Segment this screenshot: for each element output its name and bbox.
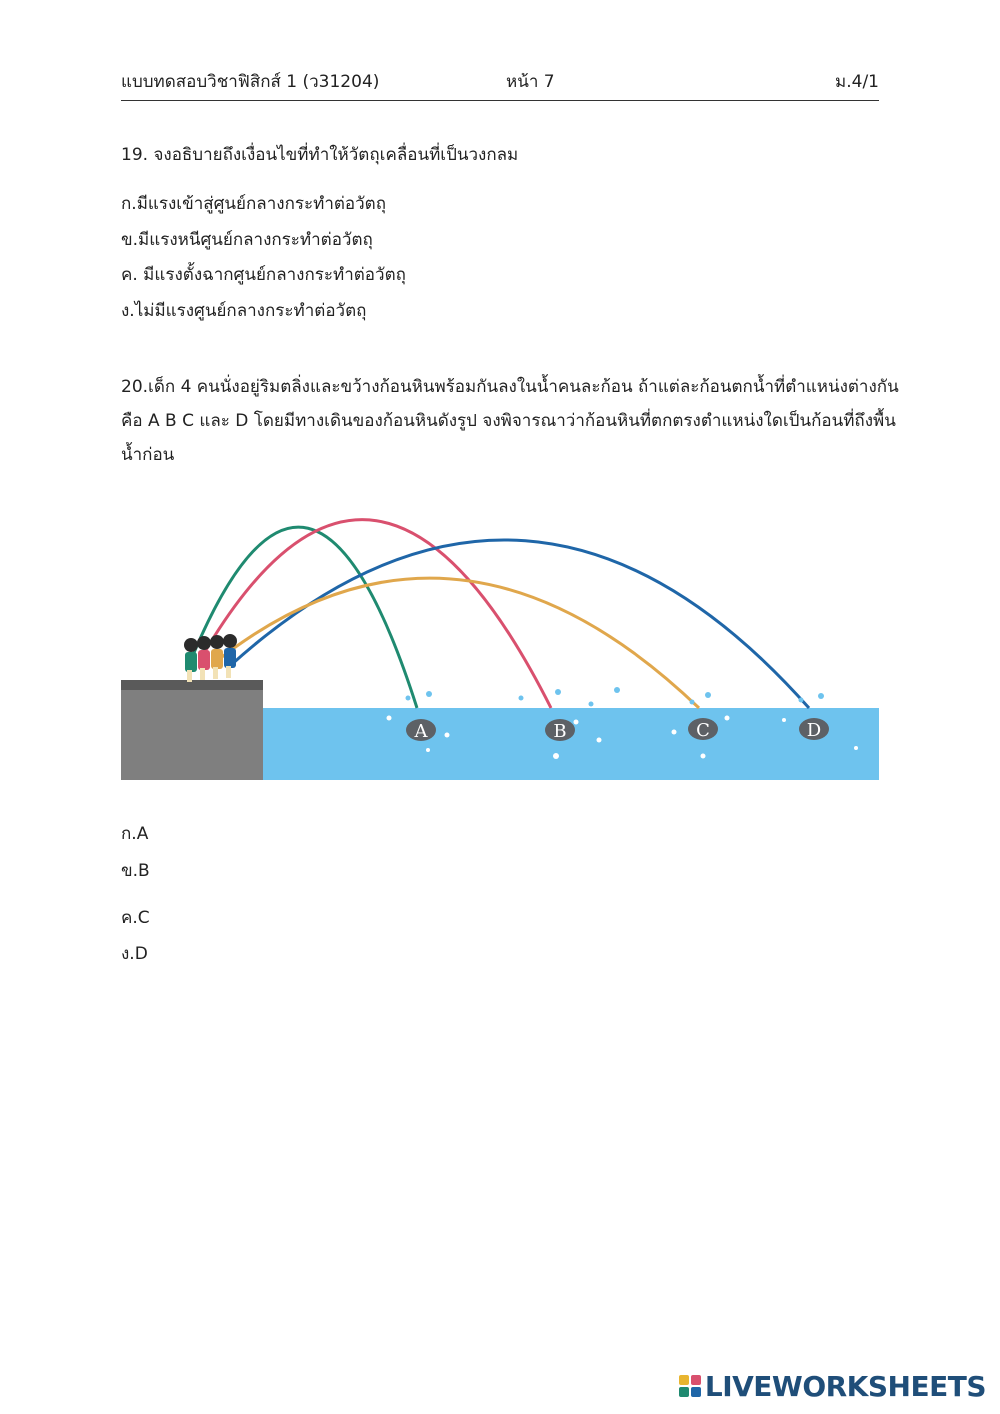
question-20-text [121, 370, 899, 472]
question-19-text: 19. จงอธิบายถึงเงื่อนไขที่ทำให้วัตถุเคลื่อนที่เป็นวงกลม [121, 145, 519, 165]
label-a: A [414, 721, 428, 742]
q20-option-a[interactable]: ก.A [121, 824, 149, 844]
header-page-number: หน้า 7 [506, 72, 555, 92]
child-4 [223, 634, 237, 678]
child-1 [184, 638, 198, 682]
q20-option-c[interactable]: ค.C [121, 908, 150, 928]
q20-line-3: น้ำก่อน [121, 445, 175, 465]
children-group [184, 634, 237, 682]
water [263, 708, 879, 780]
q19-option-d[interactable]: ง.ไม่มีแรงศูนย์กลางกระทำต่อวัตถุ [121, 301, 367, 321]
logo-text: LIVEWORKSHEETS [704, 1369, 986, 1403]
child-3 [210, 635, 224, 679]
liveworksheets-logo [679, 1370, 986, 1402]
label-d: D [806, 720, 822, 741]
q20-line-1: 20.เด็ก 4 คนนั่งอยู่ริมตลิ่งและขว้างก้อนหินพร้อมกันลงในน้ำคนละก้อน ถ้าแต่ละก้อนตกน้ำที่ตำแหน่งต่างกัน [121, 377, 899, 397]
q20-option-b[interactable]: ข.B [121, 861, 150, 881]
label-c: C [696, 720, 710, 741]
q20-line-2: คือ A B C และ D โดยมีทางเดินของก้อนหินดังรูป จงพิจารณาว่าก้อนหินที่ตกตรงตำแหน่งใดเป็นก้อนที่ถึงพื้น [121, 411, 896, 431]
page-header [121, 66, 879, 101]
splashes [406, 687, 825, 707]
river-bank [121, 682, 263, 780]
child-2 [197, 636, 211, 680]
q19-option-c[interactable]: ค. มีแรงตั้งฉากศูนย์กลางกระทำต่อวัตถุ [121, 265, 406, 285]
q19-option-b[interactable]: ข.มีแรงหนีศูนย์กลางกระทำต่อวัตถุ [121, 230, 373, 250]
logo-mark-icon [679, 1375, 701, 1397]
trajectory-d [231, 540, 809, 708]
projectile-figure [121, 490, 879, 780]
header-class: ม.4/1 [835, 72, 879, 92]
header-subject: แบบทดสอบวิชาฟิสิกส์ 1 (ว31204) [121, 72, 380, 92]
trajectory-c [218, 578, 699, 708]
q19-option-a[interactable]: ก.มีแรงเข้าสู่ศูนย์กลางกระทำต่อวัตถุ [121, 194, 387, 214]
label-b: B [553, 721, 567, 742]
q20-option-d[interactable]: ง.D [121, 944, 148, 964]
